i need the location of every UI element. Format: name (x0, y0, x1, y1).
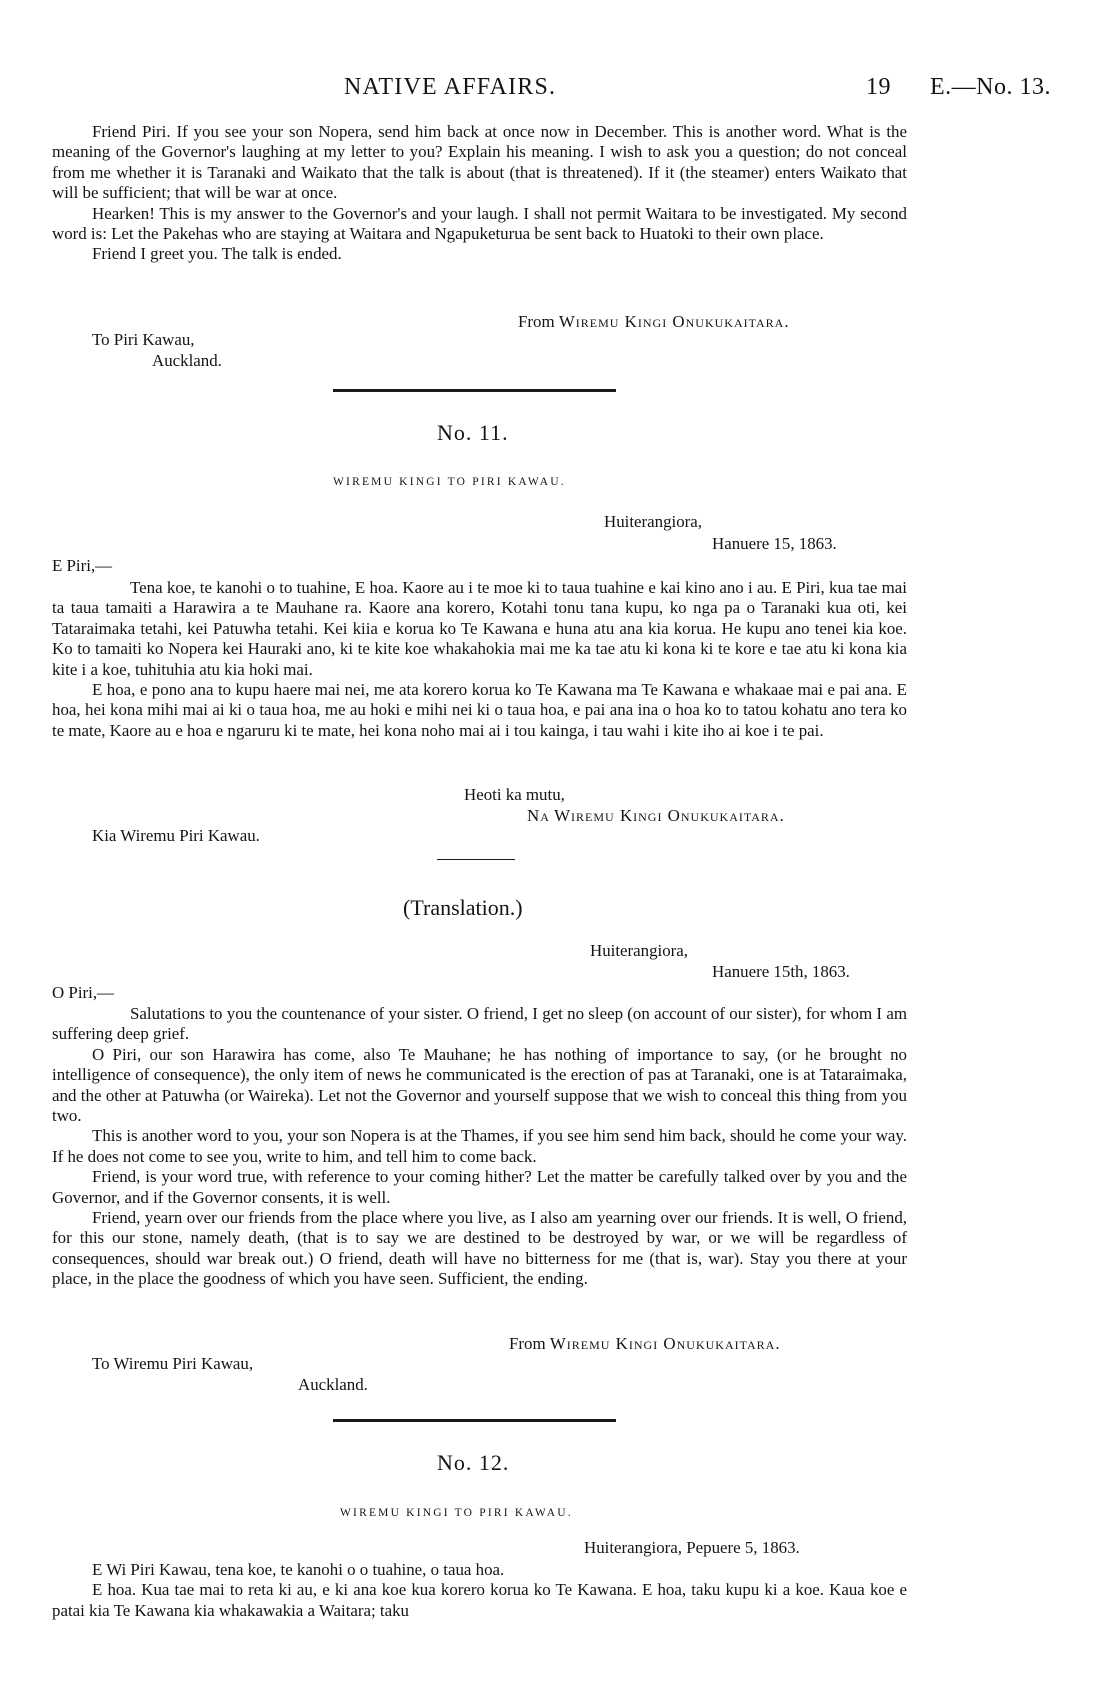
paragraph: E hoa. Kua tae mai to reta ki au, e ki ana koe kua korero korua ko Te Kawana. E hoa, taku kupu ki a koe. Kaua koe e patai kia Te Kawana kia whakawakia a Waitara; taku (52, 1580, 907, 1620)
running-title: NATIVE AFFAIRS. (344, 74, 557, 100)
salutation: O Piri,— (52, 983, 114, 1002)
letter-10-body (52, 122, 907, 265)
paragraph: Friend I greet you. The talk is ended. (92, 244, 342, 264)
letter-date: Hanuere 15, 1863. (712, 534, 837, 553)
paragraph: Friend, yearn over our friends from the place where you live, as I also am yearning over our friends. It is well, O friend, for this our stone, namely death, (that is to say we are destined to be destroyed by war, or we will be regardless of consequences, should war break out.) O friend, death will have no bitterness for me (that is, war). Stay you there at your place, in the place the goodness of which you have seen. Sufficient, the ending. (52, 1208, 907, 1289)
letter-11-addressee: Kia Wiremu Piri Kawau. (92, 826, 260, 845)
from-label: From (518, 312, 555, 331)
translation-body (52, 1004, 907, 1290)
letter-place-date: Huiterangiora, Pepuere 5, 1863. (584, 1538, 800, 1557)
paragraph: Friend Piri. If you see your son Nopera, send him back at once now in December. This is another word. What is the meaning of the Governor's laughing at my letter to you? Explain his meaning. I wish to ask you a question; do not conceal from me whether it is Taranaki and Waikato that the talk is about (that is threatened). If it (the steamer) enters Waikato that will be sufficient; that will be war at once. (52, 122, 907, 203)
letter-subheading: WIREMU KINGI TO PIRI KAWAU. (340, 1507, 573, 1519)
letter-subheading: WIREMU KINGI TO PIRI KAWAU. (333, 476, 566, 488)
translation-date: Hanuere 15th, 1863. (712, 962, 850, 981)
translation-signature (509, 1334, 781, 1354)
signature: Wiremu Kingi Onukukaitara. (549, 1334, 781, 1353)
letter-10-place: Auckland. (152, 351, 222, 370)
paragraph: This is another word to you, your son Nopera is at the Thames, if you see him send him back, should he come your way. If he does not come to see you, write to him, and tell him to come back. (52, 1126, 907, 1166)
closing-line: Heoti ka mutu, (464, 785, 565, 804)
paragraph: Salutations to you the countenance of your sister. O friend, I get no sleep (on account of our sister), for whom I am suffering deep grief. (52, 1004, 907, 1044)
paragraph: Hearken! This is my answer to the Governor's and your laugh. I shall not permit Waitara to be investigated. My second word is: Let the Pakehas who are staying at Waitara and Ngapuketurua be sent back to Huatoki to their own place. (52, 203, 907, 244)
letter-number: No. 11. (437, 420, 509, 445)
letter-10-signature (518, 312, 790, 332)
letter-11-body (52, 578, 907, 741)
salutation: E Piri,— (52, 556, 113, 575)
section-rule (333, 389, 616, 392)
page-number: 19 (866, 74, 891, 100)
paragraph: Friend, is your word true, with reference to your coming hither? Let the matter be carefully talked over by you and the Governor, and if the Governor consents, it is well. (52, 1167, 907, 1207)
translation-place: Huiterangiora, (590, 941, 689, 960)
letter-11-signature (527, 806, 785, 826)
paragraph: E hoa, e pono ana to kupu haere mai nei, me ata korero korua ko Te Kawana ma Te Kawana e whakaae mai e pai ana. E hoa, hei kona mihi mai ai ki o taua hoa, me au hoki e mihi nei ki o taua hoa, e pai ana ina o hoa ko to tatou kohatu ano tera ko te mate, Kaore au e hoa e ngaruru ki te mate, hei kona noho mai ai i tou kainga, i tau wahi i kite iho ai koe i te pai. (52, 680, 907, 740)
paragraph: Tena koe, te kanohi o to tuahine, E hoa. Kaore au i te moe ki to taua tuahine e kai kino ano i au. E Piri, kua tae mai ta taua tamaiti a Harawira a te Mauhane ra. Kaore ana korero, Kotahi tonu tana kupu, ko nga pa o Taranaki kua oti, kei Tataraimaka tetahi, kei Patuwha tetahi. Kei kiia e korua ko Te Kawana e huna atu ana kia korua. He kupu ano tenei kia koe. Ko to tamaiti ko Nopera kei Hauraki ano, ki te kite koe whakahokia mai me ka tae atu ki kona ki te kore e tae atu ki kona kia kite i a koe, tuhituhia atu kia hoki mai. (52, 578, 907, 679)
paragraph: O Piri, our son Harawira has come, also Te Mauhane; he has nothing of importance to say, (or he brought no intelligence of consequence), the only item of news he communicated is the erection of pas at Taranaki, one is at Tataraimaka, and the other at Patuwha (or Waireka). Let not the Governor and yourself suppose that we wish to conceal this thing from you two. (52, 1044, 907, 1126)
document-reference: E.—No. 13. (930, 74, 1051, 100)
letter-12-body (52, 1560, 907, 1621)
paragraph: E Wi Piri Kawau, tena koe, te kanohi o o tuahine, o taua hoa. (92, 1560, 505, 1579)
translation-heading: (Translation.) (403, 895, 523, 920)
from-label: From (509, 1334, 546, 1353)
translation-addressee-place: Auckland. (298, 1375, 368, 1394)
signature: Wiremu Kingi Onukukaitara. (554, 806, 785, 825)
signature-prefix: Na (527, 806, 550, 825)
letter-place: Huiterangiora, (604, 512, 703, 531)
signature: Wiremu Kingi Onukukaitara. (558, 312, 790, 331)
translation-addressee: To Wiremu Piri Kawau, (92, 1354, 254, 1373)
short-rule (437, 859, 515, 860)
letter-10-addressee: To Piri Kawau, (92, 330, 195, 349)
letter-number: No. 12. (437, 1450, 510, 1475)
section-rule (333, 1419, 616, 1422)
